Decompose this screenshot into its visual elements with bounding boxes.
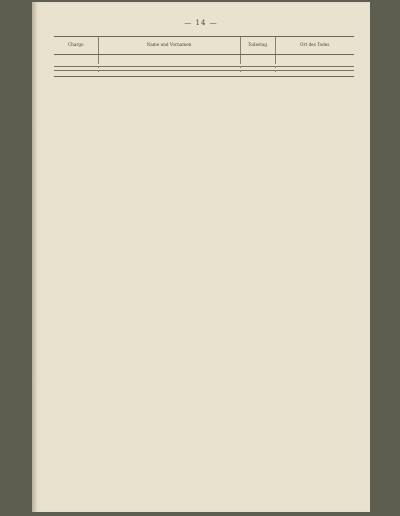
name-cell <box>98 76 240 77</box>
page-number-ornament-left: — <box>184 19 196 27</box>
table-header <box>54 37 354 55</box>
column-header-name: Name und Vornamen <box>98 37 240 55</box>
column-header-rank: Chargo <box>54 37 98 55</box>
book-gutter <box>32 2 38 512</box>
page-number-ornament-right: — <box>206 19 218 27</box>
page-number-value: 14 <box>195 19 207 27</box>
date-cell <box>240 76 275 77</box>
table-row <box>54 76 354 77</box>
rank-cell <box>54 76 98 77</box>
document-page <box>32 2 370 512</box>
page-number <box>32 19 370 27</box>
table-body <box>54 55 354 77</box>
table-header-row <box>54 37 354 55</box>
casualty-table <box>54 36 354 77</box>
column-header-date: Todestag <box>240 37 275 55</box>
column-header-place: Ort des Todes <box>275 37 354 55</box>
place-cell <box>275 76 354 77</box>
